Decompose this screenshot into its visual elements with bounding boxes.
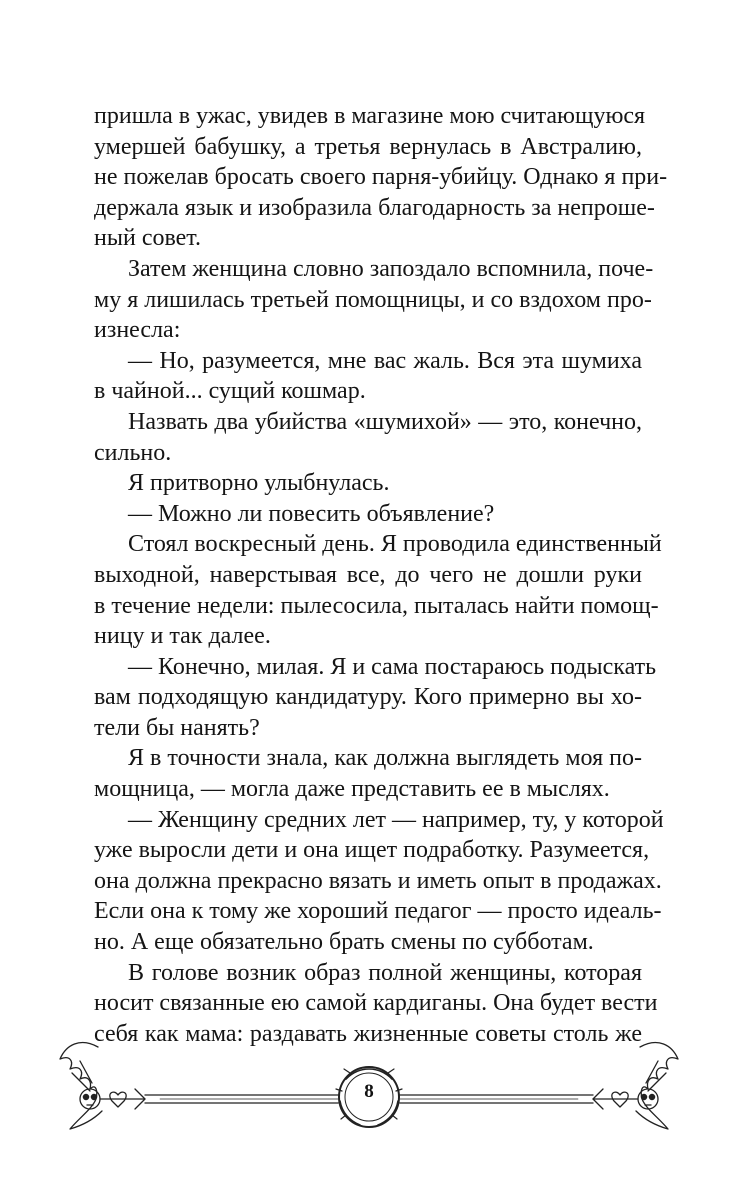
page-number: 8	[364, 1081, 374, 1102]
right-bat-wing-icon	[636, 1043, 678, 1129]
left-bat-wing-icon	[60, 1043, 102, 1129]
text-line: ный совет.	[94, 225, 201, 252]
text-line: Я в точности знала, как должна выглядеть моя по-	[128, 745, 642, 772]
text-line: Стоял воскресный день. Я проводила единственный	[128, 531, 662, 558]
text-line: держала язык и изобразила благодарность за непроше-	[94, 194, 655, 221]
text-line: — Можно ли повесить объявление?	[128, 500, 495, 527]
page-footer-ornament	[0, 1025, 738, 1145]
text-line: Затем женщина словно запоздало вспомнила, поче-	[128, 255, 654, 282]
text-line: — Конечно, милая. Я и сама постараюсь подыскать	[128, 653, 657, 680]
text-line: мощница, — могла даже представить ее в мыслях.	[94, 776, 610, 803]
text-line: она должна прекрасно вязать и иметь опыт в продажах.	[94, 867, 662, 894]
text-line: пришла в ужас, увидев в магазине мою считающуюся	[94, 103, 646, 129]
text-line: не пожелав бросать своего парня-убийцу. Однако я при-	[94, 164, 668, 191]
text-line: Если она к тому же хороший педагог — просто идеаль-	[94, 898, 662, 925]
text-line: носит связанные ею самой кардиганы. Она будет вести	[94, 990, 658, 1017]
text-line: уже выросли дети и она ищет подработку. Разумеется,	[94, 837, 650, 864]
text-line: В голове возник образ полной женщины, которая	[128, 959, 642, 986]
text-line: но. А еще обязательно брать смены по субботам.	[94, 929, 594, 956]
text-line: в чайной... сущий кошмар.	[94, 378, 366, 405]
text-line: себя как мама: раздавать жизненные советы столь же	[94, 1020, 642, 1047]
text-line: тели бы нанять?	[94, 714, 260, 741]
text-line: му я лишилась третьей помощницы, и со вздохом про-	[94, 286, 652, 313]
text-line: сильно.	[94, 439, 172, 466]
text-line: Я притворно улыбнулась.	[128, 470, 390, 497]
text-line: — Но, разумеется, мне вас жаль. Вся эта шумиха	[128, 347, 642, 374]
text-line: — Женщину средних лет — например, ту, у которой	[128, 806, 664, 833]
text-line: вам подходящую кандидатуру. Кого примерно вы хо-	[94, 684, 642, 711]
text-line: в течение недели: пылесосила, пыталась найти помощ-	[94, 592, 659, 619]
text-line: Назвать два убийства «шумихой» — это, конечно,	[128, 408, 642, 435]
text-line: изнесла:	[94, 317, 181, 344]
text-line: умершей бабушку, а третья вернулась в Австралию,	[94, 133, 642, 160]
page-body-text	[94, 101, 668, 1049]
text-line: выходной, наверстывая все, до чего не дошли руки	[94, 561, 642, 588]
left-skull-icon	[80, 1089, 100, 1109]
text-line: ницу и так далее.	[94, 623, 271, 650]
